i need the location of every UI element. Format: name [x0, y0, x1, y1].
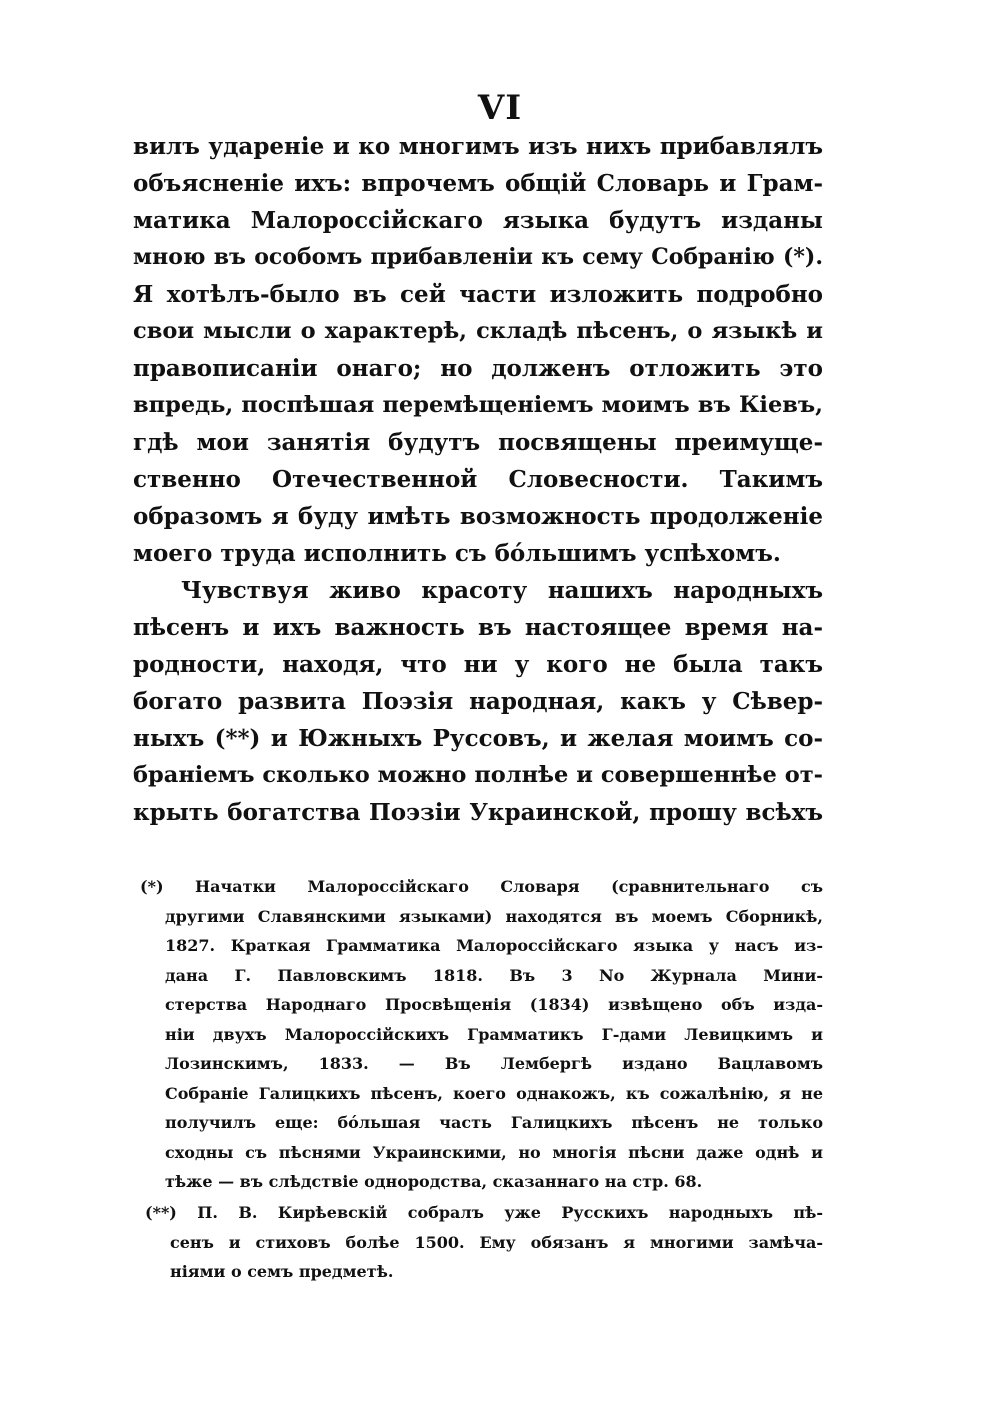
body-line: родности, находя, что ни у кого не была такъ [133, 651, 823, 678]
footnote-2 [145, 1198, 823, 1287]
body-line: вилъ удареніе и ко многимъ изъ нихъ прибавлялъ [133, 133, 823, 160]
footnote-line: ніями о семъ предметѣ. [170, 1262, 394, 1281]
footnote-line: сходны съ пѣснями Украинскими, но многія пѣсни даже однѣ и [165, 1142, 823, 1162]
body-line: ныхъ (**) и Южныхъ Руссовъ, и желая моимъ со- [133, 725, 823, 752]
body-line: браніемъ сколько можно полнѣе и совершеннѣе от- [133, 762, 823, 788]
footnote-line: получилъ еще: бо́льшая часть Галицкихъ пѣсенъ не только [165, 1113, 823, 1132]
body-line: ственно Отечественной Словесности. Такимъ [133, 466, 823, 493]
footnote-line: 1827. Краткая Грамматика Малороссійскаго языка у насъ из- [165, 936, 823, 955]
body-line: свои мысли о характерѣ, складѣ пѣсенъ, о языкѣ и [133, 318, 823, 344]
footnote-line: стерства Народнаго Просвѣщенія (1834) извѣщено объ изда- [165, 995, 823, 1014]
footnote-line: ніи двухъ Малороссійскихъ Грамматикъ Г-дами Левицкимъ и [165, 1024, 823, 1044]
body-line: правописаніи онаго; но долженъ отложить это [133, 355, 823, 382]
body-line: Я хотѣлъ-было въ сей части изложить подробно [133, 281, 823, 308]
body-line: крыть богатства Поэзіи Украинской, прошу всѣхъ [133, 799, 823, 826]
footnote-line: (*) Начатки Малороссійскаго Словаря (сравнительнаго съ [140, 877, 823, 896]
body-line: гдѣ мои занятія будутъ посвящены преимуще- [133, 429, 823, 456]
footnote-line: тѣже — въ слѣдствіе однородства, сказаннаго на стр. 68. [165, 1172, 703, 1191]
body-line: объясненіе ихъ: впрочемъ общій Словарь и Грам- [133, 170, 823, 197]
footnote-line: Собраніе Галицкихъ пѣсенъ, коего однакожъ, къ сожалѣнію, я не [165, 1083, 823, 1103]
body-line: богато развита Поэзія народная, какъ у Сѣвер- [133, 688, 823, 715]
page-number: VI [477, 88, 523, 128]
footnote-line: сенъ и стиховъ болѣе 1500. Ему обязанъ я многими замѣча- [170, 1232, 823, 1252]
body-line: пѣсенъ и ихъ важность въ настоящее время на- [133, 614, 823, 641]
body-line: матика Малороссійскаго языка будутъ изданы [133, 207, 823, 234]
body-line: впредь, поспѣшая перемѣщеніемъ моимъ въ Кіевъ, [133, 392, 823, 418]
footnote-line: другими Славянскими языками) находятся въ моемъ Сборникѣ, [165, 906, 823, 926]
footnote-1 [140, 872, 823, 1197]
body-line: образомъ я буду имѣть возможность продолженіе [133, 503, 823, 530]
footnote-line: (**) П. В. Кирѣевскій собралъ уже Русскихъ народныхъ пѣ- [145, 1203, 823, 1222]
body-line: мною въ особомъ прибавленіи къ сему Собранію (*). [133, 244, 823, 270]
footnote-line: Лозинскимъ, 1833. — Въ Лембергѣ издано Вацлавомъ [165, 1054, 823, 1073]
body-text [133, 128, 823, 831]
footnote-line: дана Г. Павловскимъ 1818. Въ 3 No Журнала Мини- [165, 965, 823, 985]
body-line: Чувствуя живо красоту нашихъ народныхъ [181, 577, 823, 604]
body-line: моего труда исполнить съ бо́льшимъ успѣхомъ. [133, 540, 781, 567]
